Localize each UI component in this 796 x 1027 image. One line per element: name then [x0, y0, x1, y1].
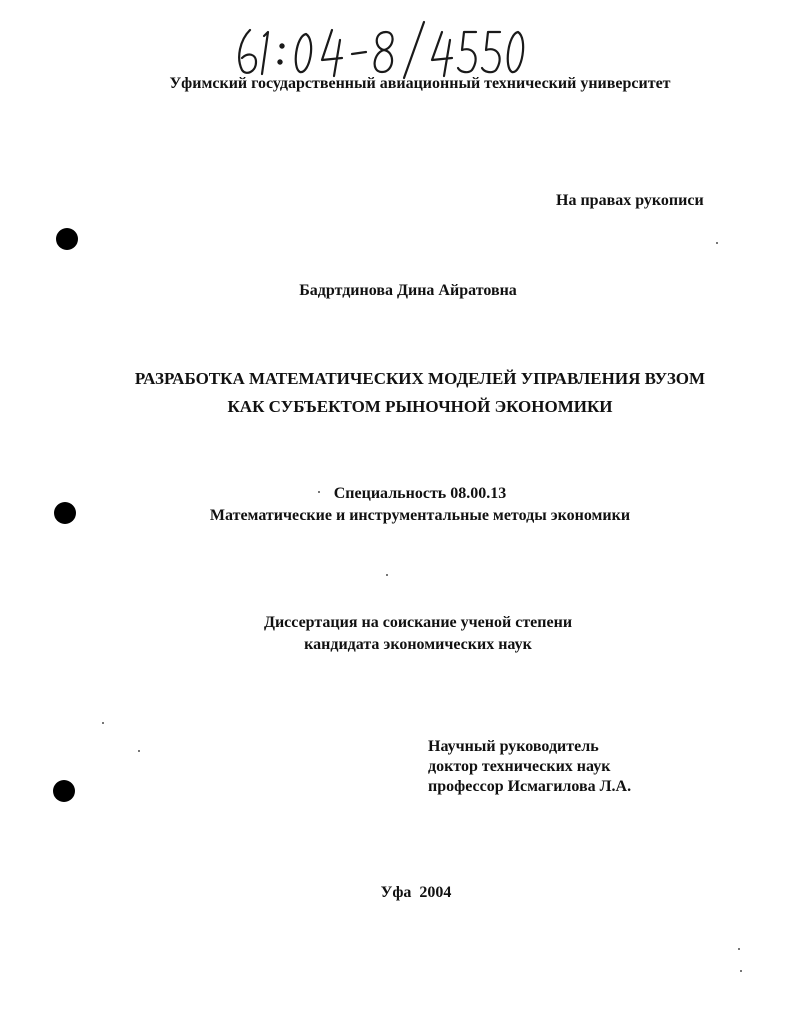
scan-speck: [138, 750, 140, 752]
supervisor-degree: доктор технических наук: [428, 758, 611, 775]
degree-statement-line-1: Диссертация на соискание ученой степени: [263, 614, 573, 631]
scan-speck: [740, 970, 742, 972]
rights-note: На правах рукописи: [556, 192, 704, 209]
degree-statement-line-2: кандидата экономических наук: [304, 636, 532, 653]
punch-hole: [53, 780, 75, 802]
specialty-name: Математические и инструментальные методы экономики: [209, 507, 631, 524]
city-year: Уфа 2004: [380, 884, 452, 901]
punch-hole: [56, 228, 78, 250]
scan-speck: [318, 491, 320, 493]
scan-speck: [738, 948, 740, 950]
supervisor-name: профессор Исмагилова Л.А.: [428, 778, 632, 795]
scan-speck: [102, 722, 104, 724]
handwritten-archive-number: [228, 18, 528, 80]
dissertation-title-line-1: РАЗРАБОТКА МАТЕМАТИЧЕСКИХ МОДЕЛЕЙ УПРАВЛЕНИЯ ВУЗОМ: [134, 369, 706, 388]
scan-speck: [716, 242, 718, 244]
punch-hole: [54, 502, 76, 524]
specialty-code: Специальность 08.00.13: [333, 485, 507, 502]
supervisor-role: Научный руководитель: [428, 738, 599, 755]
scan-speck: [386, 574, 388, 576]
university-name: Уфимский государственный авиационный технический университет: [169, 75, 671, 92]
dissertation-title-line-2: КАК СУБЪЕКТОМ РЫНОЧНОЙ ЭКОНОМИКИ: [227, 397, 613, 416]
author-name: Бадртдинова Дина Айратовна: [299, 282, 517, 299]
